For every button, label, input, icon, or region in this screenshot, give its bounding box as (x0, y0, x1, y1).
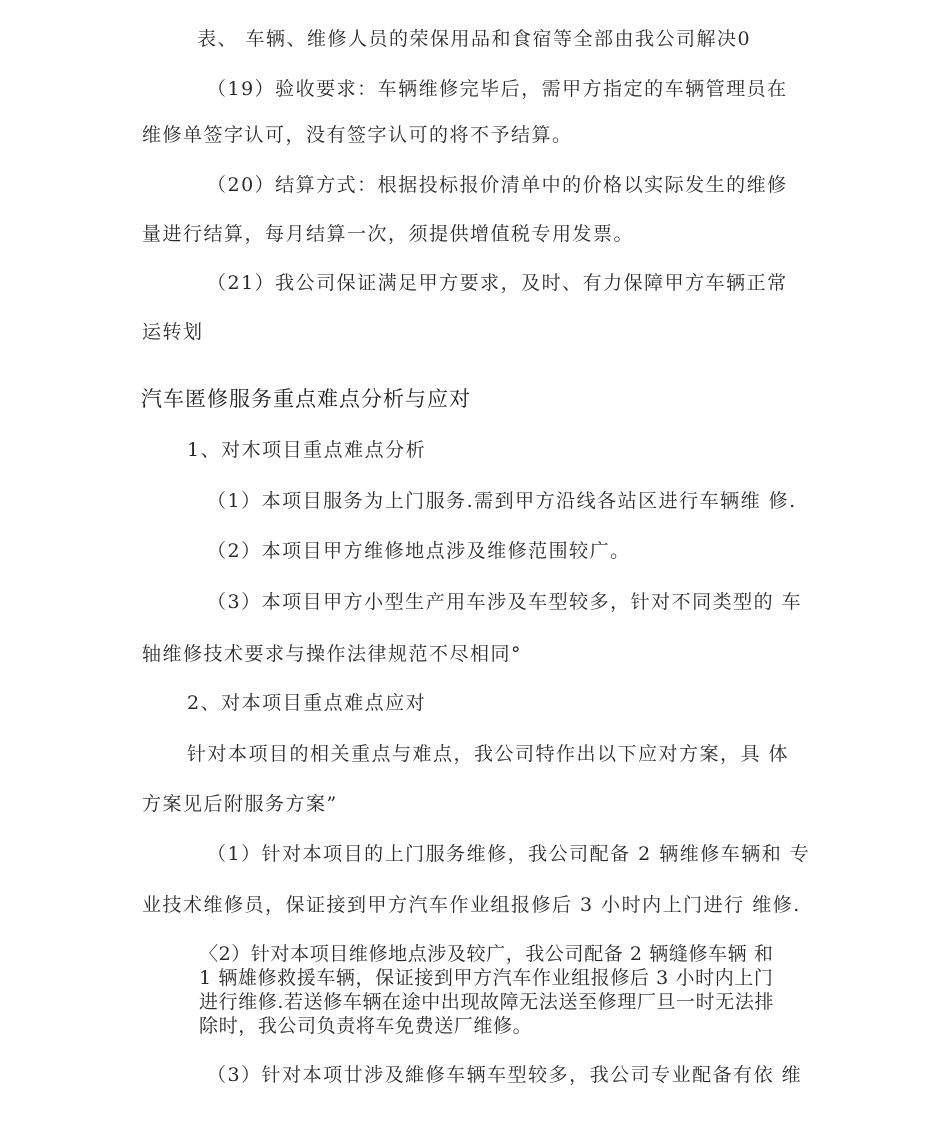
text-line: 除时，我公司负责将车免费送厂维修。 (199, 1015, 533, 1037)
text-line: 针对本项目的相关重点与难点，我公司特作出以下应对方案，具 体 (187, 743, 790, 765)
text-line: （21）我公司保证满足甲方要求，及时、有力保障甲方车辆正常 (207, 272, 788, 294)
text-line: （1）本项目服务为上门服务.需到甲方沿线各站区进行车辆维 修. (207, 490, 797, 512)
text-line: 方案见后附服务方案” (142, 793, 338, 815)
text-line: （20）结算方式：根据投标报价清单中的价格以实际发生的维修 (207, 174, 788, 196)
text-line: 维修单签字认可，没有签字认可的将不予结算。 (142, 124, 573, 146)
text-line: 运转划 (142, 321, 204, 343)
text-line: （19）验收要求：车辆维修完毕后，需甲方指定的车辆管理员在 (207, 78, 788, 100)
text-line: （2）本项目甲方维修地点涉及维修范围较广。 (207, 540, 631, 562)
dense-paragraph (199, 942, 811, 1038)
section-heading: 汽车匿修服务重点难点分析与应对 (141, 387, 471, 411)
text-line: 〈2）针对本项目维修地点涉及较广，我公司配备 2 辆缝修车辆 和 (199, 943, 774, 965)
text-line: 表、 车辆、维修人员的荣保用品和食宿等全部由我公司解决0 (197, 28, 752, 50)
text-line: （1）针对本项目的上门服务维修，我公司配备 2 辆维修车辆和 专 (207, 843, 811, 865)
text-line: 轴维修技术要求与操作法律规范不尽相同° (142, 643, 523, 665)
text-line: （3）本项目甲方小型生产用车涉及车型较多，针对不同类型的 车 (207, 591, 803, 613)
subsection-title: 2、对本项目重点难点应对 (187, 692, 427, 714)
subsection-title: 1、对木项目重点难点分析 (187, 439, 427, 461)
text-line: 1 辆雄修救援车辆，保证接到甲方汽车作业组报修后 3 小时内上门 (199, 967, 774, 989)
text-line: 进行维修.若送修车辆在途中出现故障无法送至修理厂旦一时无法排 (199, 991, 775, 1013)
text-line: 量进行结算，每月结算一次，须提供增值税专用发票。 (142, 223, 635, 245)
text-line: （3）针对本项廿涉及維修车辆车型较多，我公司专业配备有依 维 (207, 1064, 803, 1086)
text-line: 业技术维修员，保证接到甲方汽车作业组报修后 3 小时内上门进行 维修. (142, 894, 801, 916)
